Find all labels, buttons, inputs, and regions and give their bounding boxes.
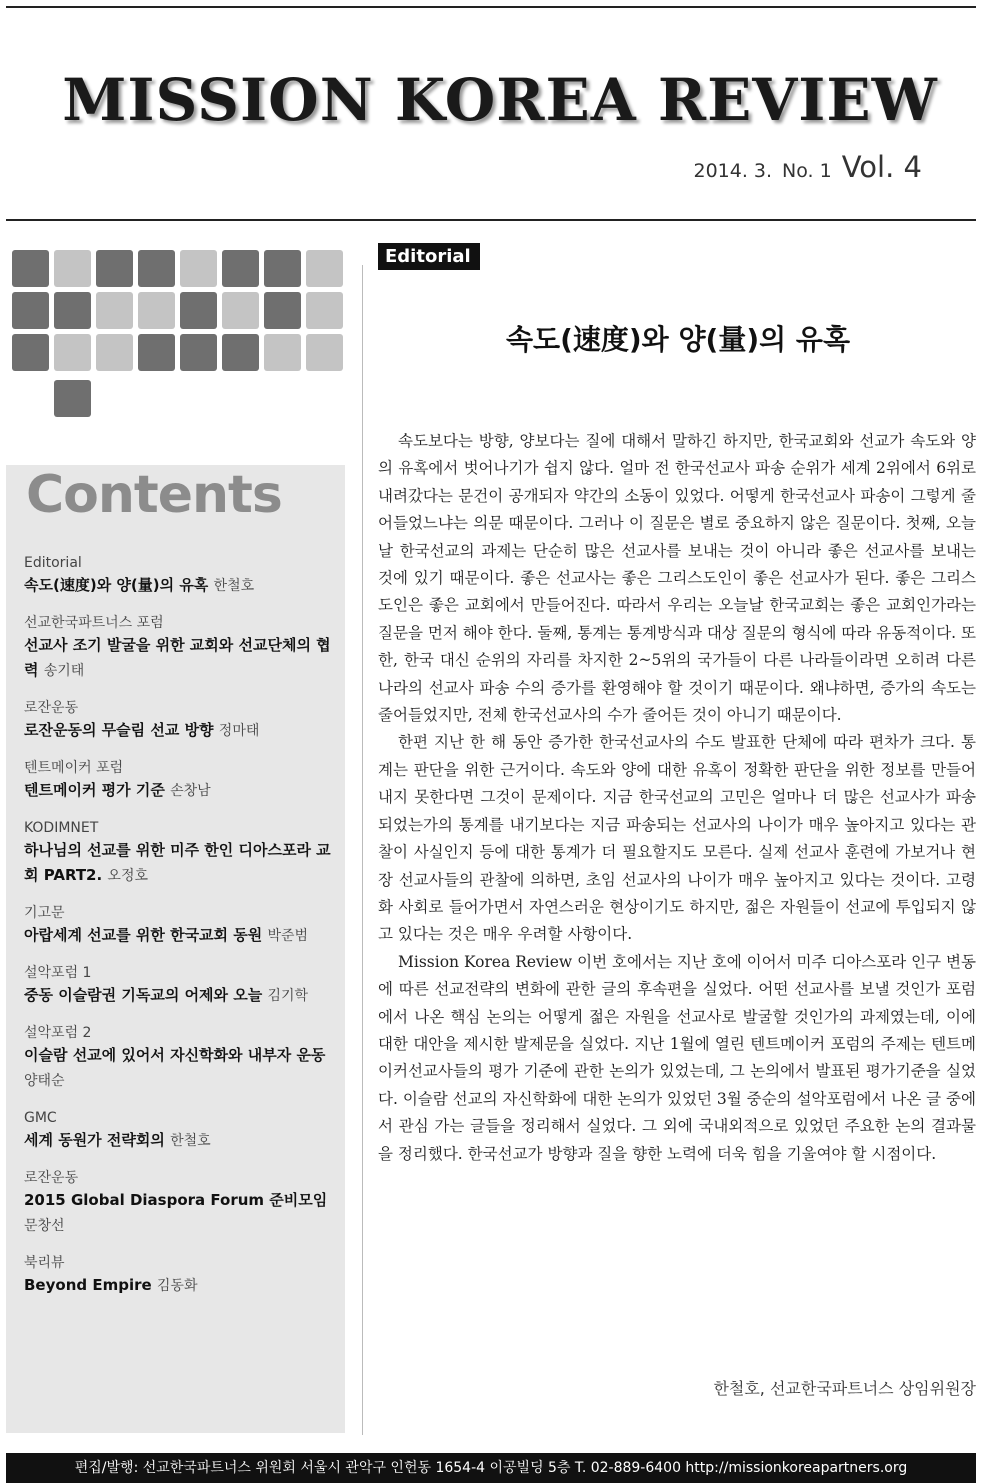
toc-title-text: 2015 Global Diaspora Forum 준비모임 [24, 1191, 328, 1209]
article-headline: 속도(速度)와 양(量)의 유혹 [505, 323, 851, 356]
map-tile [180, 292, 217, 329]
table-of-contents [24, 553, 339, 1313]
toc-title [24, 1128, 339, 1154]
toc-title-text: 중동 이슬람권 기독교의 어제와 오늘 [24, 986, 263, 1004]
toc-author: 한철호 [213, 578, 255, 594]
toc-author: 박준범 [267, 928, 309, 944]
toc-title-text: 속도(速度)와 양(量)의 유혹 [24, 576, 209, 594]
toc-title-text: 세계 동원가 전략회의 [24, 1131, 165, 1149]
issue-volume: Vol. 4 [841, 150, 922, 184]
toc-category: 북리뷰 [24, 1255, 65, 1271]
article-paragraph: 한편 지난 한 해 동안 증가한 한국선교사의 수도 발표한 단체에 따라 편차가 크다. 통계는 판단을 위한 근거이다. 속도와 양에 대한 유혹이 정확한 판단을 위한 정보를 만들어 내지 못한다면 그것이 문제이다. 지금 한국선교의 고민은 얼마나 더 많은 선교사가 파송되었는가의 통계를 내기보다는 지금 파송되는 선교사의 나이가 매우 높아지고 있다는 관찰이 사실인지 등에 대한 통계가 더 필요할지도 모른다. 실제 선교사 훈련에 가보거나 현장 선교사들의 관찰에 의하면, 초임 선교사의 나이가 매우 높아지고 있다는 것이다. 고령화 사회로 들어가면서 자연스러운 현상이기도 하지만, 젊은 자원들이 선교에 투입되지 않고 있다는 것은 매우 우려할 사항이다. [378, 733, 976, 944]
toc-entry [24, 1023, 339, 1094]
toc-category: 설악포럼 2 [24, 1025, 92, 1041]
toc-title [24, 1273, 339, 1299]
toc-entry [24, 963, 339, 1009]
toc-title [24, 983, 339, 1009]
toc-title-text: 아랍세계 선교를 위한 한국교회 동원 [24, 926, 263, 944]
masthead-rule [6, 219, 976, 221]
section-badge: Editorial [378, 243, 480, 270]
toc-category: KODIMNET [24, 820, 99, 836]
map-tile [264, 334, 301, 371]
toc-title [24, 573, 339, 599]
toc-title-text: 하나님의 선교를 위한 미주 한인 디아스포라 교회 PART2. [24, 841, 331, 884]
issue-number: No. 1 [782, 160, 832, 182]
toc-author: 문창선 [24, 1218, 65, 1234]
map-tile [180, 250, 217, 287]
map-tile [12, 250, 49, 287]
map-tile [138, 250, 175, 287]
toc-category: Editorial [24, 555, 82, 571]
map-tile [222, 250, 259, 287]
masthead-title: MISSION KOREA REVIEW [62, 66, 938, 134]
toc-title-text: 선교사 조기 발굴을 위한 교회와 선교단체의 협력 [24, 636, 331, 679]
article-signature: 한철호, 선교한국파트너스 상임위원장 [713, 1379, 976, 1398]
map-tile [138, 334, 175, 371]
map-tile [54, 292, 91, 329]
toc-title-text: 이슬람 선교에 있어서 자신학화와 내부자 운동 [24, 1046, 326, 1064]
toc-author: 김동화 [156, 1278, 198, 1294]
toc-title [24, 1043, 339, 1094]
map-tile [264, 292, 301, 329]
toc-entry [24, 698, 339, 744]
footer-bar: 편집/발행: 선교한국파트너스 위원회 서울시 관악구 인헌동 1654-4 이공빌딩 5층 T. 02-889-6400 http://missionkoreapartners.org [6, 1453, 976, 1483]
toc-title-text: 텐트메이커 평가 기준 [24, 781, 165, 799]
toc-author: 한철호 [170, 1133, 211, 1149]
map-tile [96, 292, 133, 329]
contents-heading: Contents [26, 465, 282, 525]
map-tile [54, 380, 91, 417]
toc-category: 선교한국파트너스 포럼 [24, 615, 164, 631]
toc-author: 김기학 [267, 988, 309, 1004]
toc-author: 정마태 [218, 723, 260, 739]
map-tile [222, 292, 259, 329]
toc-entry [24, 758, 339, 804]
map-tile [54, 250, 91, 287]
toc-title-text: Beyond Empire [24, 1276, 152, 1294]
issue-date: 2014. 3. [693, 160, 773, 182]
toc-entry [24, 903, 339, 949]
toc-entry [24, 613, 339, 684]
map-tile [12, 292, 49, 329]
map-tile [180, 334, 217, 371]
toc-title [24, 718, 339, 744]
toc-category: 설악포럼 1 [24, 965, 92, 981]
toc-title [24, 838, 339, 889]
contents-panel [6, 465, 345, 1433]
map-tile [222, 334, 259, 371]
toc-entry [24, 1253, 339, 1299]
toc-entry [24, 1168, 339, 1239]
toc-author: 오정호 [107, 868, 148, 884]
toc-entry [24, 1108, 339, 1154]
toc-category: 기고문 [24, 905, 65, 921]
toc-category: 로잔운동 [24, 1170, 79, 1186]
top-rule [6, 6, 976, 8]
map-tile [54, 334, 91, 371]
toc-title [24, 1188, 339, 1239]
map-tile [306, 334, 343, 371]
toc-category: 텐트메이커 포럼 [24, 760, 124, 776]
issue-info [693, 150, 922, 184]
toc-author: 손창남 [170, 783, 211, 799]
map-tile [12, 334, 49, 371]
article-body [378, 428, 976, 1168]
map-tile [306, 250, 343, 287]
toc-title [24, 633, 339, 684]
map-tile [96, 334, 133, 371]
toc-category: GMC [24, 1110, 57, 1126]
map-tile [264, 250, 301, 287]
toc-title [24, 923, 339, 949]
map-tile [138, 292, 175, 329]
toc-category: 로잔운동 [24, 700, 79, 716]
toc-author: 송기태 [43, 663, 85, 679]
toc-title-text: 로잔운동의 무슬림 선교 방향 [24, 721, 214, 739]
toc-entry [24, 818, 339, 889]
toc-title [24, 778, 339, 804]
world-map-tile-grid [12, 250, 348, 432]
toc-author: 양태순 [24, 1073, 65, 1089]
map-tile [306, 292, 343, 329]
column-divider [362, 265, 363, 1435]
article-paragraph: Mission Korea Review 이번 호에서는 지난 호에 이어서 미주 디아스포라 인구 변동에 따른 선교전략의 변화에 관한 글의 후속편을 실었다. 어떤 선교사를 보낼 것인가 포럼에서 나온 핵심 논의는 어떻게 젊은 자원을 선교사로 발굴할 것인가의 과제였는데, 이에 대한 대안을 제시한 발제문을 실었다. 지난 1월에 열린 텐트메이커 포럼의 주제는 텐트메이커선교사들의 평가 기준에 관한 논의가 있었는데, 그 논의에서 발표된 평가기준을 실었다. 이슬람 선교의 자신학화에 대한 논의가 있었던 3월 중순의 설악포럼에서 나온 글 중에서 관심 가는 글들을 정리해서 실었다. 그 외에 국내외적으로 있었던 주요한 논의 결과물을 정리했다. 한국선교가 방향과 질을 향한 노력에 더욱 힘을 기울여야 할 시점이다. [378, 952, 976, 1163]
article-paragraph: 속도보다는 방향, 양보다는 질에 대해서 말하긴 하지만, 한국교회와 선교가 속도와 양의 유혹에서 벗어나기가 쉽지 않다. 얼마 전 한국선교사 파송 순위가 세계 2위에서 6위로 내려갔다는 문건이 공개되자 약간의 소동이 있었다. 어떻게 한국선교사 파송이 그렇게 줄어들었느냐는 의문 때문이다. 그러나 이 질문은 별로 중요하지 않은 질문이다. 첫째, 오늘날 한국선교의 과제는 단순히 많은 선교사를 보내는 것이 아니라 좋은 선교사를 보내는 것에 있기 때문이다. 좋은 선교사는 좋은 그리스도인이 좋은 선교사가 된다. 좋은 그리스도인은 좋은 교회에서 만들어진다. 따라서 우리는 오늘날 한국교회는 좋은 교회인가라는 질문을 먼저 해야 한다. 둘째, 통계는 통계방식과 대상 질문의 형식에 따라 유동적이다. 또한, 한국 대신 순위의 자리를 차지한 2~5위의 국가들이 다른 나라들이라면 오히려 다른 나라의 선교사 파송 수의 증가를 환영해야 할 것이기 때문이다. 왜냐하면, 증가의 속도는 줄어들었지만, 전체 한국선교사의 수가 줄어든 것이 아니기 때문이다. [378, 432, 976, 725]
map-tile [96, 250, 133, 287]
toc-entry [24, 553, 339, 599]
